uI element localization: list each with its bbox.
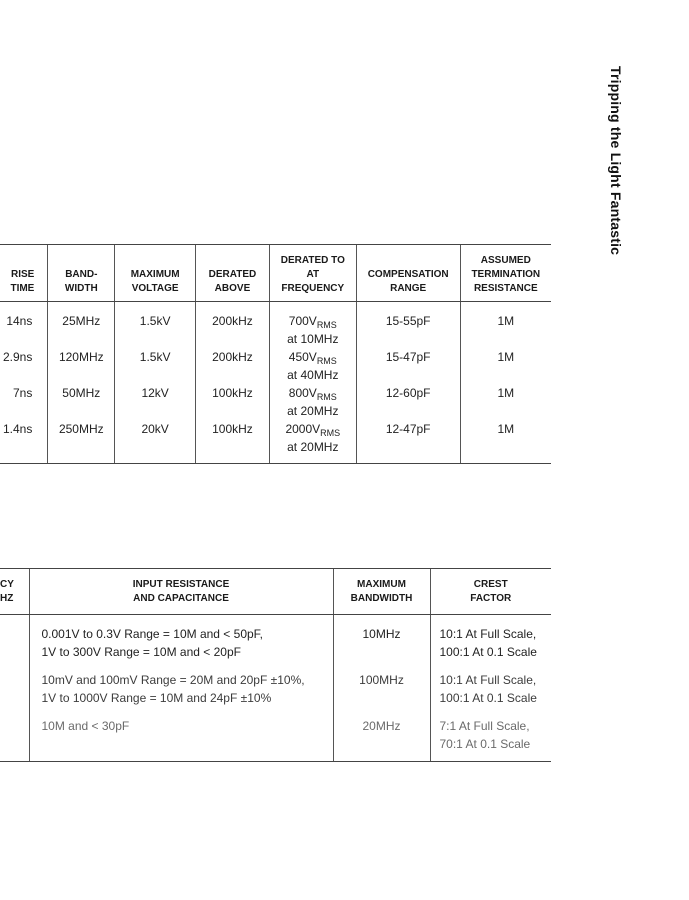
page-running-title: Tripping the Light Fantastic bbox=[608, 66, 624, 256]
table-header-row bbox=[0, 245, 551, 302]
cell-derated-voltage bbox=[269, 349, 356, 385]
voltage-frequency: at 20MHz bbox=[287, 403, 339, 418]
table-row bbox=[0, 671, 551, 717]
cell-compensation: 15-47pF bbox=[356, 349, 460, 385]
table-row bbox=[0, 615, 551, 672]
voltage-subscript: RMS bbox=[316, 320, 337, 330]
col-header-termination: ASSUMED TERMINATION RESISTANCE bbox=[460, 245, 551, 302]
cell-input-resistance: 10mV and 100mV Range = 20M and 20pF ±10%, 1V to 1000V Range = 10M and 24pF ±10% bbox=[29, 671, 333, 717]
voltage-subscript: RMS bbox=[320, 428, 341, 438]
cell-max-voltage: 20kV bbox=[115, 421, 196, 464]
cell-compensation: 12-47pF bbox=[356, 421, 460, 464]
table-header-row bbox=[0, 569, 551, 615]
cell-compensation: 12-60pF bbox=[356, 385, 460, 421]
voltage-frequency: at 10MHz bbox=[287, 331, 339, 346]
cell-rise-time: 1.4ns bbox=[0, 421, 48, 464]
col-header-crest-factor: CREST FACTOR bbox=[430, 569, 551, 615]
voltage-value: 700V bbox=[288, 314, 317, 328]
cell-bandwidth: 20MHz bbox=[333, 717, 430, 762]
table-row bbox=[0, 717, 551, 762]
cell-bandwidth: 50MHz bbox=[48, 385, 115, 421]
cell-derated-above: 100kHz bbox=[196, 385, 270, 421]
col-header-max-bandwidth: MAXIMUM BANDWIDTH bbox=[333, 569, 430, 615]
col-header-max-voltage: MAXIMUM VOLTAGE bbox=[115, 245, 196, 302]
cell-termination: 1M bbox=[460, 349, 551, 385]
voltage-value: 800V bbox=[288, 386, 317, 400]
cell-compensation: 15-55pF bbox=[356, 302, 460, 350]
cell-max-voltage: 1.5kV bbox=[115, 349, 196, 385]
cell-rise-time: 2.9ns bbox=[3, 350, 33, 364]
table-row bbox=[0, 385, 551, 421]
col-header-rise-time: RISE TIME bbox=[0, 245, 48, 302]
cell-bandwidth: 100MHz bbox=[333, 671, 430, 717]
cell-crest-factor: 10:1 At Full Scale, 100:1 At 0.1 Scale bbox=[430, 615, 551, 672]
voltage-value: 450V bbox=[288, 350, 317, 364]
cell-input-resistance: 10M and < 30pF bbox=[29, 717, 333, 762]
voltage-subscript: RMS bbox=[316, 356, 337, 366]
cell-rise-time: 14ns bbox=[6, 314, 33, 328]
cell-derated-voltage bbox=[269, 385, 356, 421]
cell-derated-above: 100kHz bbox=[196, 421, 270, 464]
table-row bbox=[0, 349, 551, 385]
cell-max-voltage: 12kV bbox=[115, 385, 196, 421]
cell-frequency bbox=[0, 671, 29, 717]
cell-bandwidth: 120MHz bbox=[48, 349, 115, 385]
cell-derated-voltage bbox=[269, 421, 356, 464]
voltage-frequency: at 40MHz bbox=[287, 367, 339, 382]
cell-rise-time: 7ns bbox=[13, 386, 33, 400]
cell-termination: 1M bbox=[460, 421, 551, 464]
cell-bandwidth: 250MHz bbox=[48, 421, 115, 464]
cell-frequency bbox=[0, 615, 29, 672]
col-header-compensation: COMPENSATION RANGE bbox=[356, 245, 460, 302]
voltage-frequency: at 20MHz bbox=[287, 439, 339, 454]
cell-crest-factor: 7:1 At Full Scale, 70:1 At 0.1 Scale bbox=[430, 717, 551, 762]
cell-termination: 1M bbox=[460, 385, 551, 421]
meter-spec-table bbox=[0, 568, 551, 762]
col-header-input-resistance: INPUT RESISTANCE AND CAPACITANCE bbox=[29, 569, 333, 615]
cell-bandwidth: 10MHz bbox=[333, 615, 430, 672]
cell-derated-voltage bbox=[269, 302, 356, 350]
col-header-derated-frequency: DERATED TO AT FREQUENCY bbox=[269, 245, 356, 302]
table-row bbox=[0, 302, 551, 350]
cell-derated-above: 200kHz bbox=[196, 349, 270, 385]
voltage-value: 2000V bbox=[285, 422, 321, 436]
col-header-frequency: CY HZ bbox=[0, 569, 29, 615]
cell-bandwidth: 25MHz bbox=[48, 302, 115, 350]
cell-crest-factor: 10:1 At Full Scale, 100:1 At 0.1 Scale bbox=[430, 671, 551, 717]
cell-max-voltage: 1.5kV bbox=[115, 302, 196, 350]
cell-termination: 1M bbox=[460, 302, 551, 350]
probe-spec-table bbox=[0, 244, 551, 464]
cell-frequency bbox=[0, 717, 29, 762]
cell-input-resistance: 0.001V to 0.3V Range = 10M and < 50pF, 1V to 300V Range = 10M and < 20pF bbox=[29, 615, 333, 672]
col-header-derated-above: DERATED ABOVE bbox=[196, 245, 270, 302]
table-row bbox=[0, 421, 551, 464]
cell-derated-above: 200kHz bbox=[196, 302, 270, 350]
voltage-subscript: RMS bbox=[316, 392, 337, 402]
col-header-bandwidth: BAND- WIDTH bbox=[48, 245, 115, 302]
